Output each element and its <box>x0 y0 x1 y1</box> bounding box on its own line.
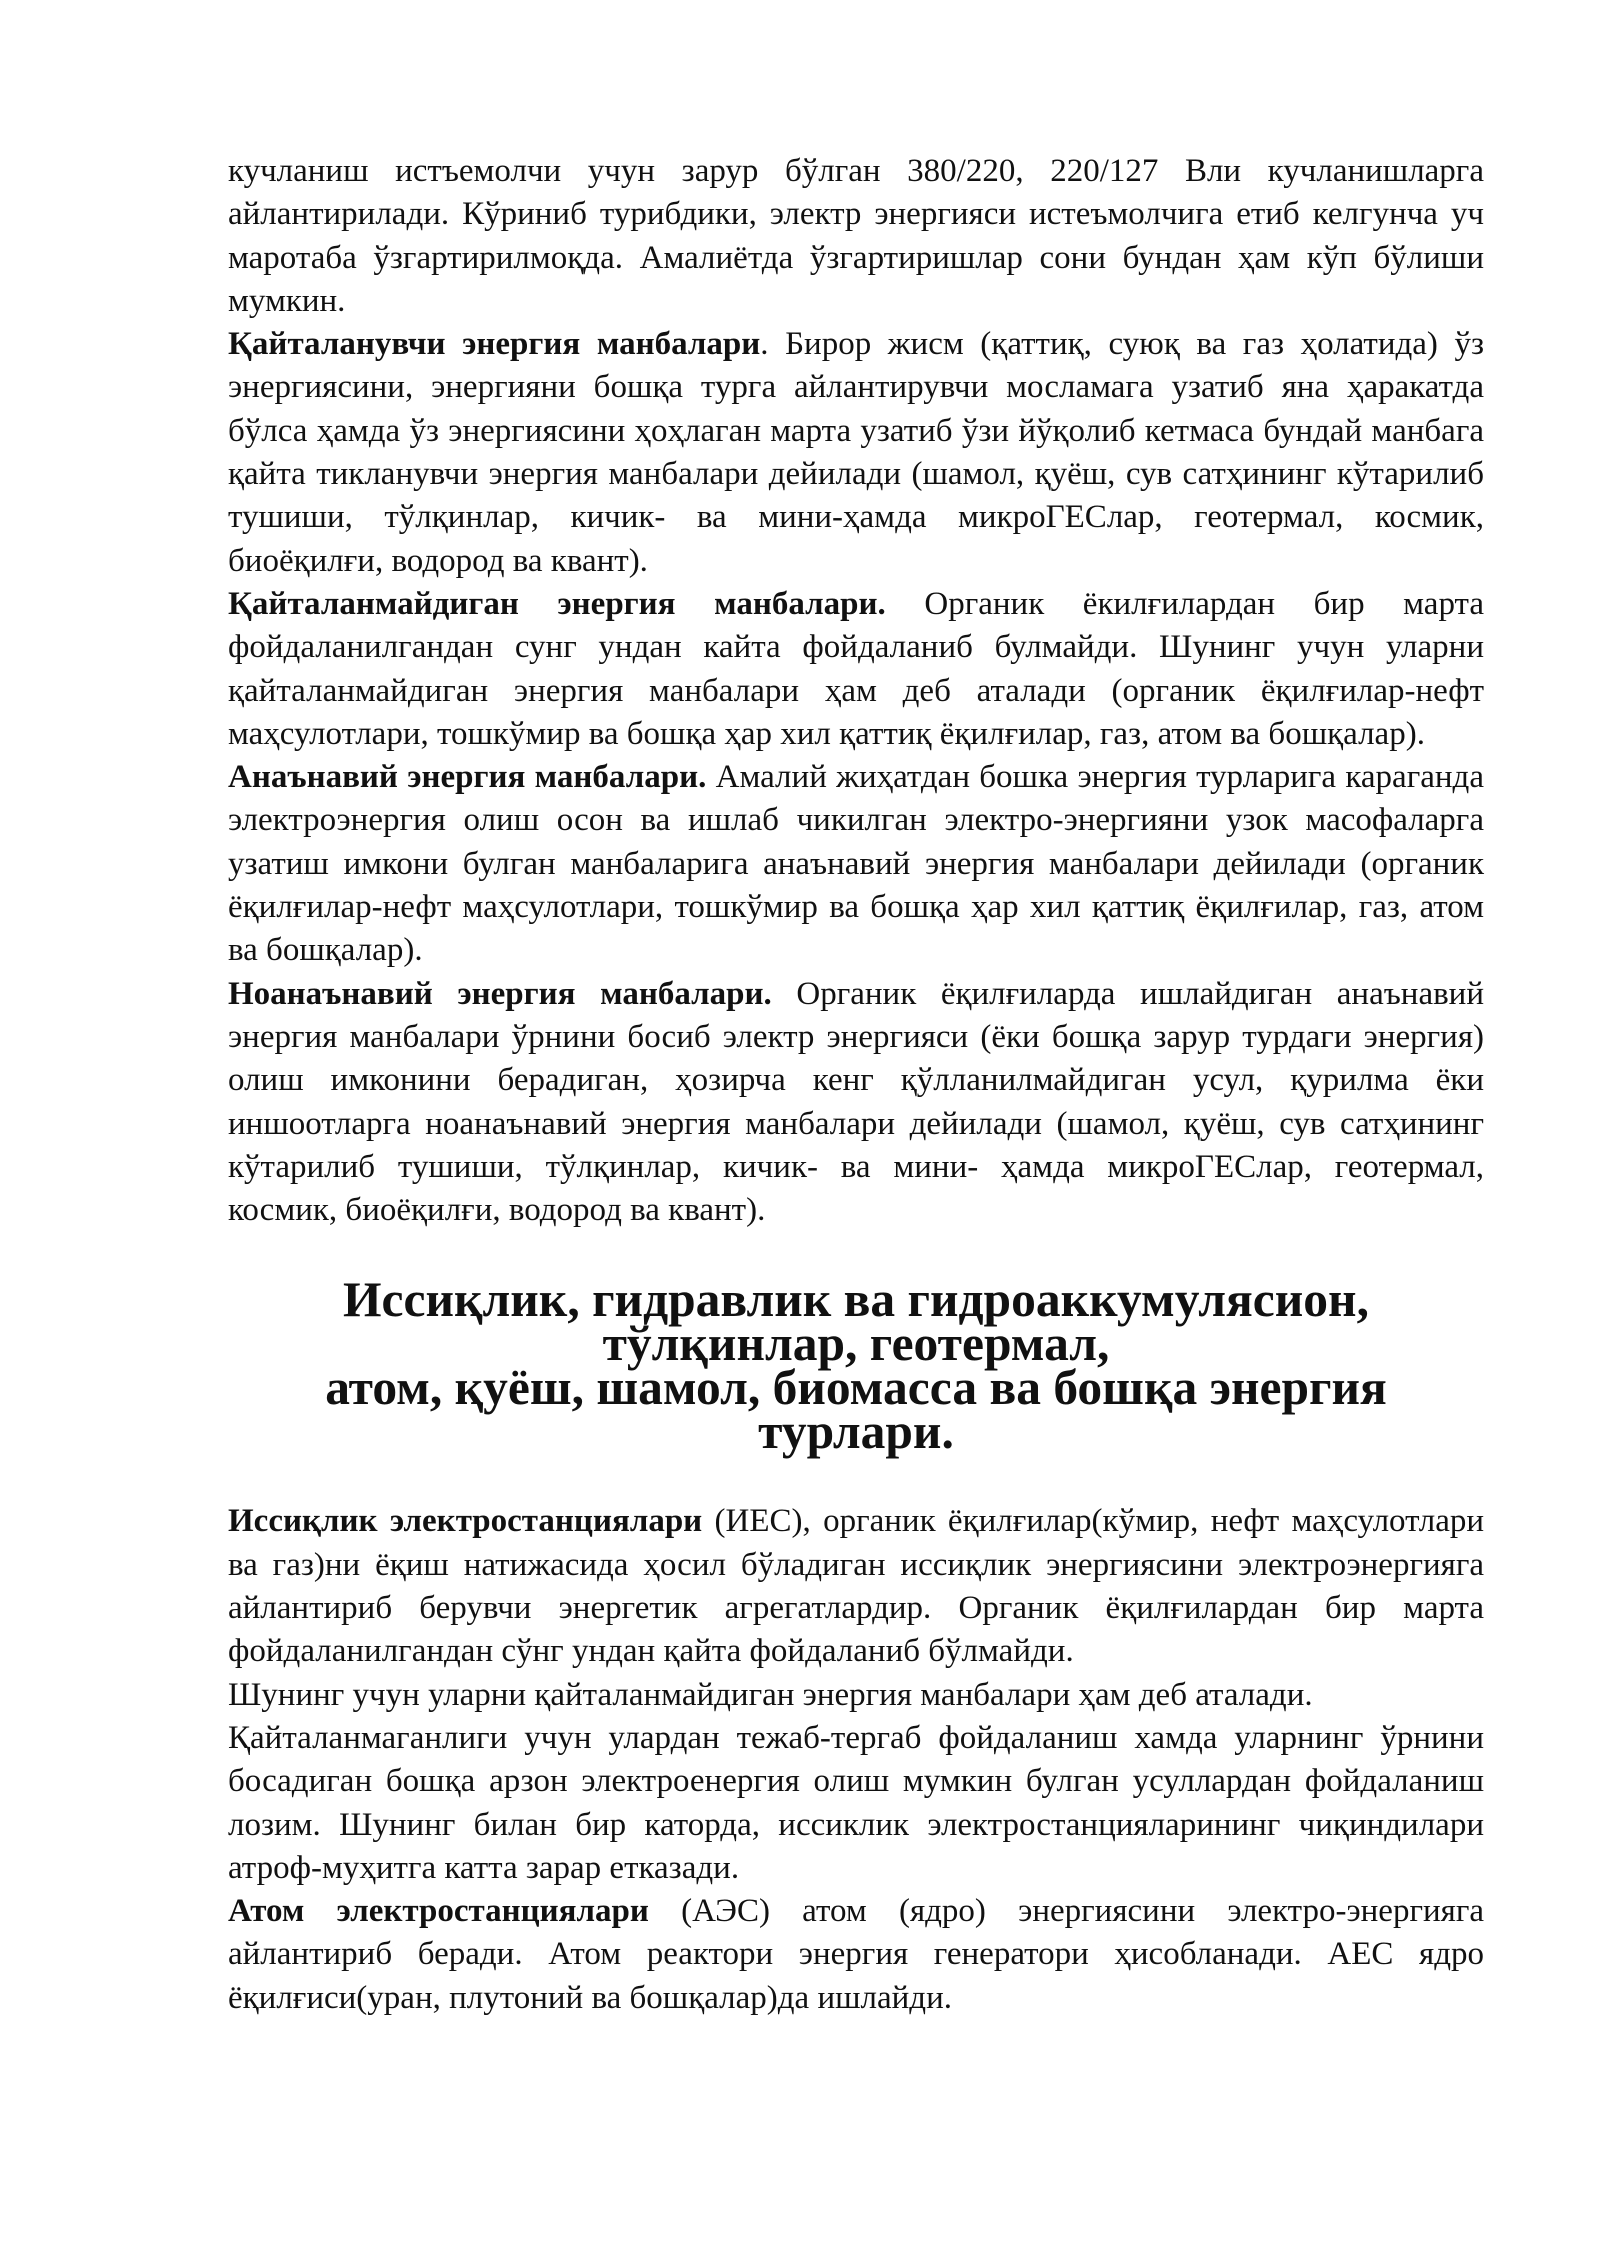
term-thermal-plants: Иссиқлик электростанциялари <box>228 1503 703 1540</box>
paragraph-nontraditional-sources <box>228 973 1484 1233</box>
paragraph-text: Қайталанмаганлиги учун улардан тежаб-тергаб фойдаланиш хамда уларнинг ўрнини босадиган бошқа арзон электроенергия олиш мумкин булган усуллардан фойдаланиш лозим. Шунинг билан бир каторда, иссиклик электростанцияларининг чиқиндилари атроф-муҳитга катта зарар етказади. <box>228 1719 1484 1886</box>
term-renewable: Қайталанувчи энергия манбалари <box>228 326 761 363</box>
section-heading <box>228 1232 1484 1500</box>
term-nontraditional: Ноанаънавий энергия манбалари. <box>228 975 772 1012</box>
paragraph-text: (ИЕС), органик ёқилғилар(кўмир, нефт маҳсулотлари ва газ)ни ёқиш натижасида ҳосил бўладиган иссиқлик энергиясини электроэнергияга айлантириб берувчи энергетик агрегатлардир. Органик ёқилғилардан бир марта фойдаланилгандан сўнг ундан қайта фойдаланиб бўлмайди. <box>228 1503 1485 1670</box>
paragraph-nonrenewable-sources <box>228 583 1484 756</box>
paragraph-text: Шунинг учун уларни қайталанмайдиган энергия манбалари ҳам деб аталади. <box>228 1676 1313 1713</box>
paragraph-renewable-sources <box>228 323 1484 583</box>
paragraph-thrift-and-pollution <box>228 1717 1484 1890</box>
paragraph-nonrenewable-note <box>228 1674 1484 1717</box>
document-page <box>228 150 1484 2020</box>
term-nonrenewable: Қайталанмайдиган энергия манбалари. <box>228 585 886 622</box>
paragraph-text: . Бирор жисм (қаттиқ, суюқ ва газ ҳолатида) ўз энергиясини, энергияни бошқа турга айлантирувчи мосламага узатиб яна ҳаракатда бўлса ҳамда ўз энергиясини ҳоҳлаган марта узатиб ўзи йўқолиб кетмаса бундай манбага қайта тикланувчи энергия манбалари дейилади (шамол, қуёш, сув сатҳининг кўтарилиб тушиши, тўлқинлар, кичик- ва мини-ҳамда микроГЕСлар, геотермал, космик, биоёқилғи, водород ва квант). <box>228 326 1485 579</box>
paragraph-text: (АЭС) атом (ядро) энергиясини электро-энергияга айлантириб беради. Атом реактори энергия генератори ҳисобланади. АЕС ядро ёқилғиси(уран, плутоний ва бошқалар)да ишлайди. <box>228 1893 1485 2016</box>
section-heading-line-2: атом, қуёш, шамол, биомасса ва бошқа энергия турлари. <box>325 1360 1387 1460</box>
paragraph-nuclear-plants <box>228 1890 1484 2020</box>
term-traditional: Анаънавий энергия манбалари. <box>228 759 707 796</box>
paragraph-thermal-plants <box>228 1500 1484 1673</box>
paragraph-text: кучланиш истъемолчи учун зарур бўлган 380/220, 220/127 Вли кучланишларга айлантирилади. Кўриниб турибдики, электр энергияси истеъмолчига етиб келгунча уч маротаба ўзгартирилмоқда. Амалиётда ўзгартиришлар сони бундан ҳам кўп бўлиши мумкин. <box>228 153 1484 319</box>
term-nuclear-plants: Атом электростанциялари <box>228 1893 649 1930</box>
paragraph-text: Органик ёкилғилардан бир марта фойдаланилгандан сунг ундан кайта фойдаланиб булмайди. Шунинг учун уларни қайталанмайдиган энергия манбалари ҳам деб аталади (органик ёқилғилар-нефт маҳсулотлари, тошкўмир ва бошқа ҳар хил қаттиқ ёқилғилар, газ, атом ва бошқалар). <box>228 585 1484 752</box>
paragraph-text: Амалий жиҳатдан бошка энергия турларига караганда электроэнергия олиш осон ва ишлаб чикилган электро-энергияни узок масофаларга узатиш имкони булган манбаларига анаънавий энергия манбалари дейилади (органик ёқилғилар-нефт маҳсулотлари, тошкўмир ва бошқа ҳар хил қаттиқ ёқилғилар, газ, атом ва бошқалар). <box>228 759 1484 969</box>
section-heading-line-1: Иссиқлик, гидравлик ва гидроаккумулясион, тўлқинлар, геотермал, <box>343 1272 1369 1372</box>
paragraph-traditional-sources <box>228 756 1484 972</box>
paragraph-voltage-conversion <box>228 150 1484 323</box>
paragraph-text: Органик ёқилғиларда ишлайдиган анаънавий энергия манбалари ўрнини босиб электр энергияси (ёки бошқа зарур турдаги энергия) олиш имконини берадиган, ҳозирча кенг қўлланилмайдиган усул, қурилма ёки иншоотларга ноанаънавий энергия манбалари дейилади (шамол, қуёш, сув сатҳининг кўтарилиб тушиши, тўлқинлар, кичик- ва мини- ҳамда микроГЕСлар, геотермал, космик, биоёқилғи, водород ва квант). <box>228 975 1484 1229</box>
